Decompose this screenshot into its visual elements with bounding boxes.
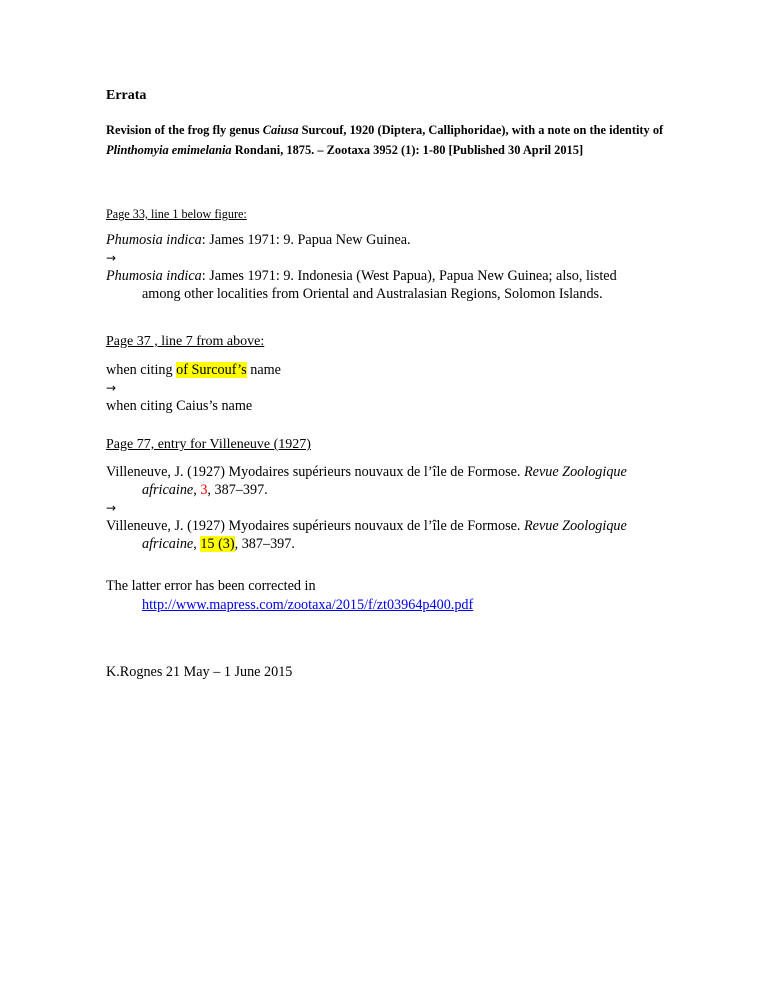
section3-correct-line2: africaine, 15 (3), 387–397. bbox=[142, 536, 295, 552]
section2-arrow bbox=[106, 379, 116, 397]
section3-label: Page 77, entry for Villeneuve (1927) bbox=[106, 437, 311, 452]
section1-label: Page 33, line 1 below figure: bbox=[106, 207, 247, 221]
right-arrow-icon: → bbox=[106, 251, 117, 265]
section3-journal-line1: Revue Zoologique bbox=[523, 518, 627, 534]
reference-species: Plinthomyia emimelania bbox=[106, 142, 232, 157]
page-title: Errata bbox=[106, 88, 147, 103]
section3-journal-line2: africaine bbox=[142, 482, 194, 498]
section1-wrong-text: : James 1971: 9. Papua New Guinea. bbox=[201, 232, 411, 248]
reference-mid: Surcouf, 1920 (Diptera, Calliphoridae), with a note on the identity of bbox=[298, 123, 664, 137]
section1-wrong-entry bbox=[106, 231, 411, 249]
reference-heading bbox=[106, 121, 686, 160]
reference-suffix: Rondani, 1875. – Zootaxa 3952 (1): 1-80 [Published 30 April 2015] bbox=[231, 142, 584, 157]
section3-citation-start: Villeneuve, J. (1927) Myodaires supérieurs nouvaux de l’île de Formose. bbox=[106, 518, 524, 534]
section3-pages: , 387–397. bbox=[207, 482, 268, 498]
right-arrow-icon: → bbox=[106, 501, 117, 515]
section3-correct-line1 bbox=[106, 517, 627, 535]
section3-journal-line1: Revue Zoologique bbox=[523, 464, 627, 480]
note-link-line bbox=[142, 596, 473, 614]
section1-wrong-taxon: Phumosia indica bbox=[106, 232, 202, 248]
section1-correct-line1: : James 1971: 9. Indonesia (West Papua), Papua New Guinea; also, listed bbox=[201, 268, 617, 284]
signature: K.Rognes 21 May – 1 June 2015 bbox=[106, 664, 293, 680]
section1-correct-entry bbox=[106, 267, 617, 285]
section2-wrong-prefix: when citing bbox=[106, 362, 177, 378]
section2-wrong-entry bbox=[106, 361, 281, 379]
section1-arrow bbox=[106, 249, 116, 267]
reference-genus: Caiusa bbox=[262, 123, 299, 137]
section2-wrong-highlight: of Surcouf’s bbox=[176, 362, 247, 378]
section3-wrong-line2: africaine, 3, 387–397. bbox=[142, 482, 268, 498]
right-arrow-icon: → bbox=[106, 381, 117, 395]
section3-arrow bbox=[106, 499, 116, 517]
section3-correct-volume: 15 (3) bbox=[200, 536, 235, 552]
section3-wrong-volume: 3 bbox=[200, 482, 208, 498]
note-text: The latter error has been corrected in bbox=[106, 578, 316, 594]
correction-link[interactable]: http://www.mapress.com/zootaxa/2015/f/zt03964p400.pdf bbox=[142, 597, 474, 613]
section3-wrong-line1 bbox=[106, 463, 627, 481]
section1-correct-taxon: Phumosia indica bbox=[106, 268, 202, 284]
section2-correct-entry: when citing Caius’s name bbox=[106, 398, 253, 414]
section3-citation-start: Villeneuve, J. (1927) Myodaires supérieurs nouvaux de l’île de Formose. bbox=[106, 464, 524, 480]
section1-correct-line2: among other localities from Oriental and Australasian Regions, Solomon Islands. bbox=[142, 286, 603, 302]
section2-label: Page 37 , line 7 from above: bbox=[106, 334, 265, 349]
section3-journal-line2: africaine bbox=[142, 536, 194, 552]
section3-pages: , 387–397. bbox=[234, 536, 295, 552]
reference-prefix: Revision of the frog fly genus bbox=[106, 123, 263, 137]
section2-wrong-suffix: name bbox=[246, 362, 281, 378]
